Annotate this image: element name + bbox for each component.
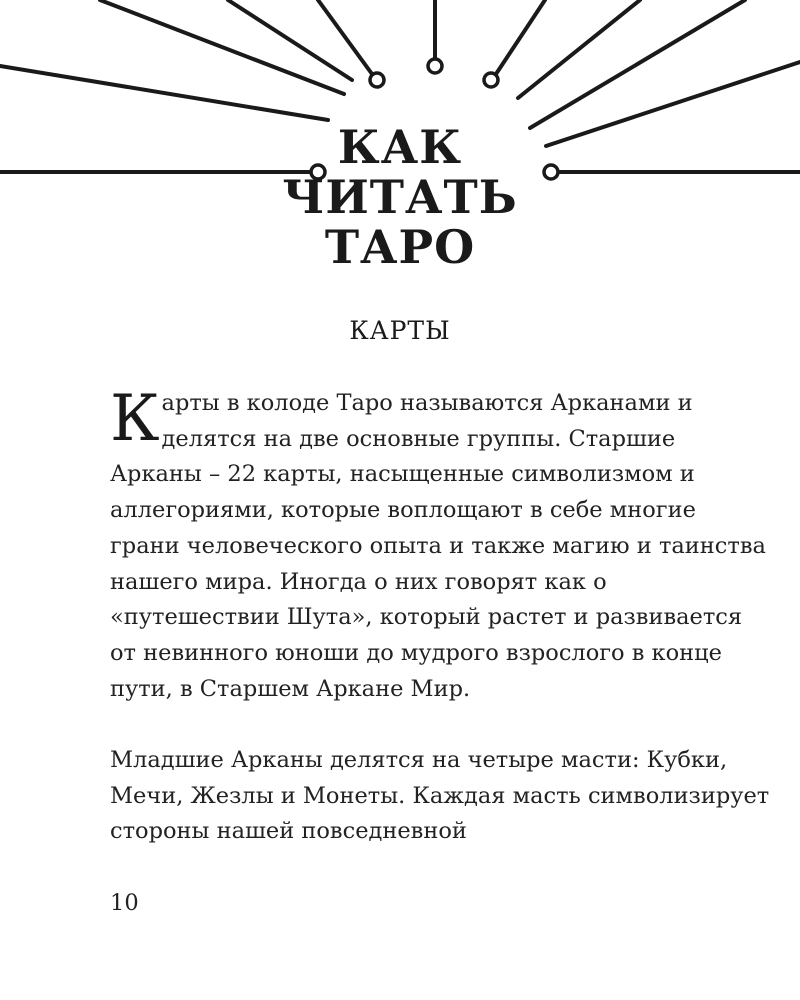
ray-left-mid — [100, 0, 344, 94]
chapter-title-line-3: ТАРО — [324, 220, 476, 274]
section-heading: КАРТЫ — [349, 316, 451, 345]
paragraph-2: Младшие Арканы делятся на четыре масти: Кубки, Мечи, Жезлы и Монеты. Каждая масть символизирует стороны нашей повседневной — [110, 747, 770, 845]
paragraph-1 — [110, 382, 770, 707]
chapter-title-line-1: КАК — [337, 120, 463, 174]
ray-left-high — [228, 0, 352, 80]
chapter-title-line-2: ЧИТАТЬ — [282, 170, 518, 224]
chapter-title — [0, 122, 800, 272]
ray-node-right-top — [484, 73, 498, 87]
ray-right-stem — [496, 0, 545, 74]
ray-node-left-top — [370, 73, 384, 87]
body-text — [110, 382, 770, 850]
page-number: 10 — [110, 890, 139, 916]
drop-cap: К — [110, 382, 160, 456]
ray-node-center-top — [428, 59, 442, 73]
ray-left-low — [0, 66, 328, 120]
paragraph-1-text: арты в колоде Таро называются Арканами и делятся на две основные группы. Старшие Арканы – 22 карты, насыщенные символизмом и аллегориями, которые воплощают в себе многие грани человеческого опыта и также магию и таинства нашего мира. Иногда о них говорят как о «путешествии Шута», который растет и развивается от невинного юноши до мудрого взрослого в конце пути, в Старшем Аркане Мир. — [110, 390, 766, 702]
